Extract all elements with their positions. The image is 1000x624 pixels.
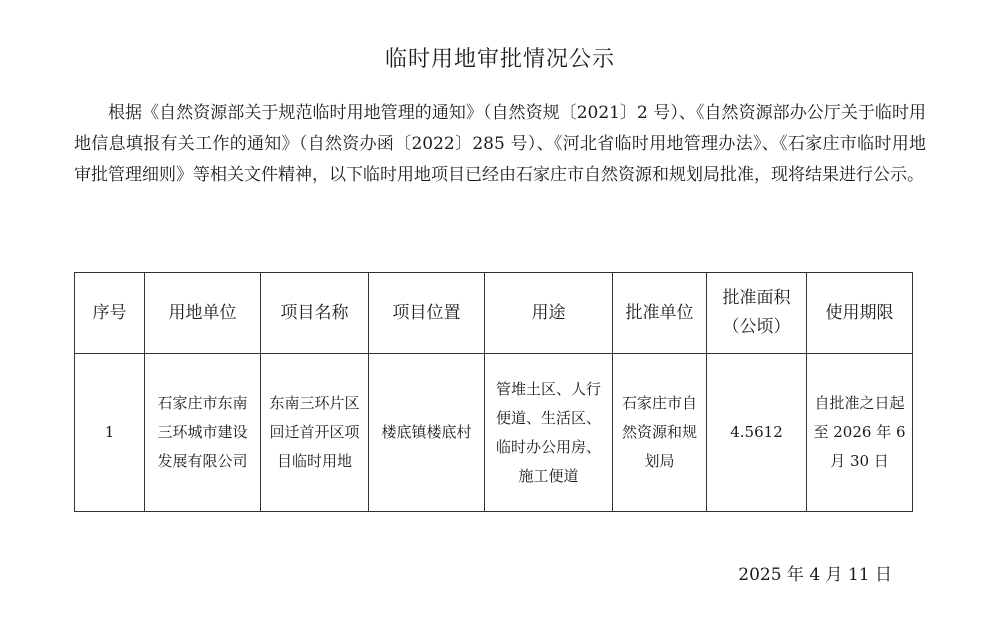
cell-unit: 石家庄市东南三环城市建设发展有限公司 [145, 354, 261, 512]
header-location: 项目位置 [369, 273, 485, 354]
cell-location: 楼底镇楼底村 [369, 354, 485, 512]
approval-table [74, 272, 913, 512]
cell-period: 自批准之日起至 2026 年 6 月 30 日 [807, 354, 913, 512]
table-header-row [75, 273, 913, 354]
header-unit: 用地单位 [145, 273, 261, 354]
cell-purpose: 管堆土区、人行便道、生活区、临时办公用房、施工便道 [485, 354, 613, 512]
cell-area: 4.5612 [707, 354, 807, 512]
header-approver: 批准单位 [613, 273, 707, 354]
intro-paragraph: 根据《自然资源部关于规范临时用地管理的通知》（自然资规〔2021〕2 号）、《自然资源部办公厅关于临时用地信息填报有关工作的通知》（自然资办函〔2022〕285 号）、《河北省临时用地管理办法》、《石家庄市临时用地审批管理细则》等相关文件精神，以下临时用地项目已经由石家庄市自然资源和规划局批准，现将结果进行公示。 [74, 103, 926, 185]
cell-approver: 石家庄市自然资源和规划局 [613, 354, 707, 512]
header-period: 使用期限 [807, 273, 913, 354]
header-project: 项目名称 [261, 273, 369, 354]
page-title: 临时用地审批情况公示 [384, 47, 615, 72]
header-purpose: 用途 [485, 273, 613, 354]
publish-date: 2025 年 4 月 11 日 [738, 565, 892, 585]
table-row [75, 354, 913, 512]
header-index: 序号 [75, 273, 145, 354]
cell-project: 东南三环片区回迁首开区项目临时用地 [261, 354, 369, 512]
cell-index: 1 [75, 354, 145, 512]
header-area: 批准面积（公顷） [707, 273, 807, 354]
